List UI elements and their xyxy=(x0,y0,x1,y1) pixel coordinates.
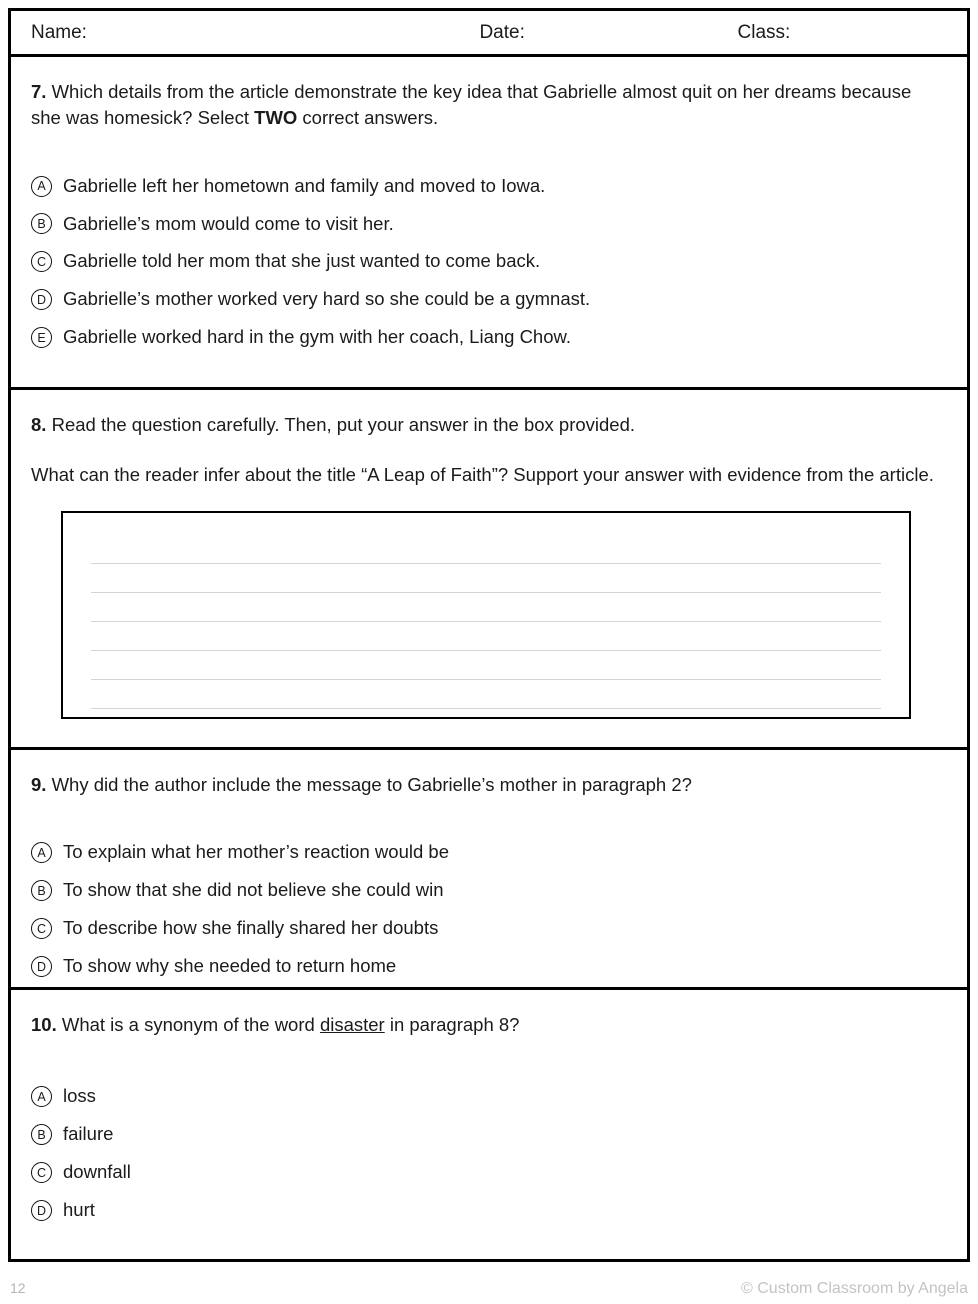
question-8 xyxy=(11,387,967,747)
choice-letter-circle-icon: D xyxy=(31,956,52,977)
page-number: 12 xyxy=(10,1280,26,1296)
date-label: Date: xyxy=(479,21,525,43)
prompt-text: in paragraph 8? xyxy=(384,1014,520,1035)
name-label: Name: xyxy=(31,21,87,43)
prompt-text: Read the question carefully. Then, put your answer in the box provided. xyxy=(46,414,636,435)
choice-text: To show that she did not believe she could win xyxy=(63,879,444,901)
date-field[interactable] xyxy=(479,22,737,44)
prompt-text: Why did the author include the message to Gabrielle’s mother in paragraph 2? xyxy=(46,774,692,795)
choice-text: To show why she needed to return home xyxy=(63,955,397,977)
prompt-text: What is a synonym of the word xyxy=(56,1014,320,1035)
question-9 xyxy=(11,747,967,987)
choice-letter-circle-icon: D xyxy=(31,289,52,310)
answer-line xyxy=(91,622,881,651)
choice-letter-circle-icon: A xyxy=(31,842,52,863)
prompt-text: correct answers. xyxy=(297,107,439,129)
copyright-text: © Custom Classroom by Angela xyxy=(741,1280,968,1297)
q9-choice-a[interactable] xyxy=(31,840,941,865)
q7-choice-c[interactable] xyxy=(31,249,941,274)
choice-text: loss xyxy=(63,1085,96,1107)
q7-choice-e[interactable] xyxy=(31,325,941,350)
choice-letter-circle-icon: C xyxy=(31,918,52,939)
choice-letter-circle-icon: A xyxy=(31,176,52,197)
q10-choice-c[interactable] xyxy=(31,1160,941,1185)
choice-letter-circle-icon: B xyxy=(31,880,52,901)
answer-line xyxy=(91,535,881,564)
question-10-prompt xyxy=(31,1012,941,1038)
q10-choice-b[interactable] xyxy=(31,1122,941,1147)
question-8-prompt xyxy=(31,412,941,438)
choice-text: Gabrielle’s mom would come to visit her. xyxy=(63,212,394,234)
question-7 xyxy=(11,57,967,387)
q7-choice-a[interactable] xyxy=(31,174,941,199)
q9-choice-b[interactable] xyxy=(31,878,941,903)
choice-letter-circle-icon: B xyxy=(31,1124,52,1145)
q9-choice-d[interactable] xyxy=(31,954,941,979)
question-7-prompt xyxy=(31,79,941,132)
choice-letter-circle-icon: C xyxy=(31,1162,52,1183)
question-8-sub-prompt: What can the reader infer about the title “A Leap of Faith”? Support your answer with evidence from the article. xyxy=(31,464,934,486)
underlined-vocab-word: disaster xyxy=(319,1014,385,1035)
answer-line xyxy=(91,680,881,709)
class-field[interactable] xyxy=(738,22,967,44)
q9-choice-c[interactable] xyxy=(31,916,941,941)
page-footer xyxy=(0,1280,978,1298)
question-number: 7. xyxy=(31,81,47,102)
choice-text: Gabrielle told her mom that she just wanted to come back. xyxy=(63,250,541,272)
choice-letter-circle-icon: B xyxy=(31,213,52,234)
choice-letter-circle-icon: D xyxy=(31,1200,52,1221)
name-field[interactable] xyxy=(11,22,479,44)
q10-choice-a[interactable] xyxy=(31,1084,941,1109)
header-row xyxy=(11,11,967,57)
choice-letter-circle-icon: A xyxy=(31,1086,52,1107)
worksheet-page xyxy=(8,8,970,1262)
question-9-prompt xyxy=(31,772,941,798)
q7-choice-d[interactable] xyxy=(31,287,941,312)
answer-line xyxy=(91,564,881,593)
choice-text: Gabrielle left her hometown and family and moved to Iowa. xyxy=(63,174,546,196)
choice-text: failure xyxy=(63,1123,114,1145)
choice-letter-circle-icon: C xyxy=(31,251,52,272)
choice-text: To explain what her mother’s reaction would be xyxy=(63,841,449,863)
answer-line xyxy=(91,651,881,680)
question-7-choices xyxy=(31,174,941,351)
question-10-choices xyxy=(31,1084,941,1223)
answer-box[interactable] xyxy=(61,511,911,719)
q10-choice-d[interactable] xyxy=(31,1198,941,1223)
question-number: 10. xyxy=(31,1014,57,1035)
question-9-choices xyxy=(31,840,941,979)
choice-text: hurt xyxy=(63,1199,95,1221)
choice-text: Gabrielle’s mother worked very hard so she could be a gymnast. xyxy=(63,288,591,310)
choice-text: Gabrielle worked hard in the gym with her coach, Liang Chow. xyxy=(63,326,571,348)
prompt-text: Which details from the article demonstrate the key idea that Gabrielle almost quit on her dreams because she was homesick? Select xyxy=(31,81,912,129)
question-10 xyxy=(11,987,967,1259)
class-label: Class: xyxy=(737,21,791,43)
answer-line xyxy=(91,593,881,622)
prompt-bold-text: TWO xyxy=(254,107,298,129)
choice-text: downfall xyxy=(63,1161,131,1183)
question-number: 8. xyxy=(31,414,47,435)
question-number: 9. xyxy=(31,774,47,795)
q7-choice-b[interactable] xyxy=(31,212,941,237)
choice-text: To describe how she finally shared her doubts xyxy=(63,917,439,939)
choice-letter-circle-icon: E xyxy=(31,327,52,348)
